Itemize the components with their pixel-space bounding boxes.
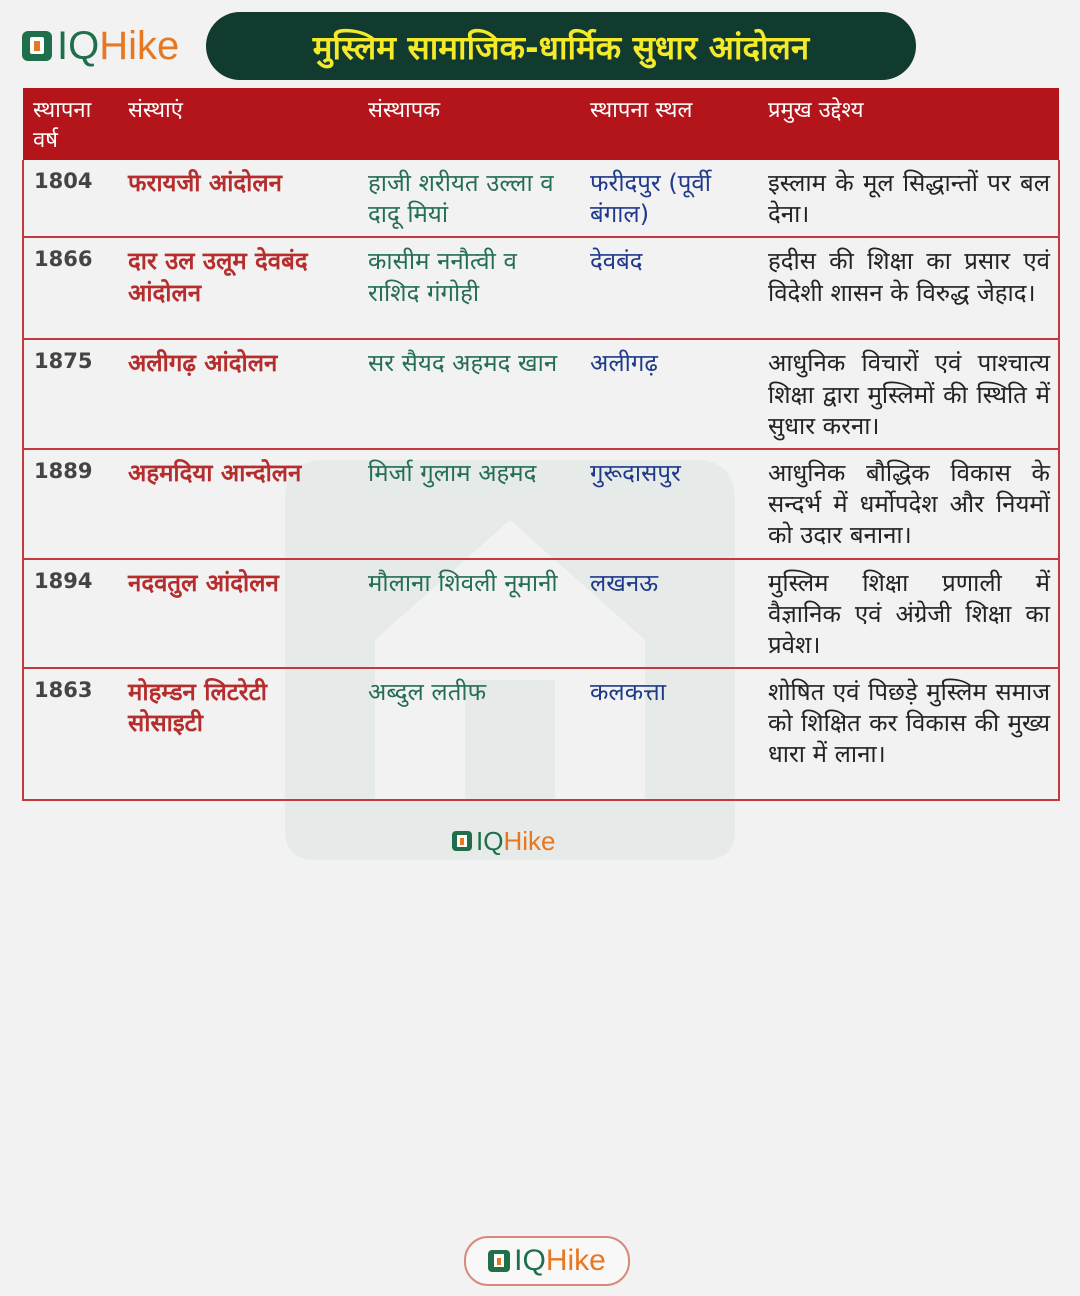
cell-institution: अहमदिया आन्दोलन <box>118 449 358 559</box>
table-header-row <box>23 88 1059 160</box>
cell-place: कलकत्ता <box>580 668 758 800</box>
cell-founder: मिर्जा गुलाम अहमद <box>358 449 580 559</box>
cell-year: 1875 <box>23 339 118 449</box>
cell-institution: दार उल उलूम देवबंद आंदोलन <box>118 237 358 339</box>
cell-institution: फरायजी आंदोलन <box>118 160 358 237</box>
table-row <box>23 449 1059 559</box>
cell-objective: शोषित एवं पिछड़े मुस्लिम समाज को शिक्षित कर विकास की मुख्य धारा में लाना। <box>758 668 1059 800</box>
cell-institution: अलीगढ़ आंदोलन <box>118 339 358 449</box>
brand-hike: Hike <box>503 826 556 856</box>
cell-objective: मुस्लिम शिक्षा प्रणाली में वैज्ञानिक एवं अंग्रेजी शिक्षा का प्रवेश। <box>758 559 1059 669</box>
brand-hike: Hike <box>545 1244 606 1277</box>
cell-place: देवबंद <box>580 237 758 339</box>
cell-year: 1863 <box>23 668 118 800</box>
cell-founder: सर सैयद अहमद खान <box>358 339 580 449</box>
header-founder: संस्थापक <box>358 88 580 160</box>
page-title: मुस्लिम सामाजिक-धार्मिक सुधार आंदोलन <box>206 12 916 80</box>
table-row <box>23 339 1059 449</box>
cell-objective: इस्लाम के मूल सिद्धान्तों पर बल देना। <box>758 160 1059 237</box>
cell-objective: आधुनिक बौद्धिक विकास के सन्दर्भ में धर्मोपदेश और नियमों को उदार बनाना। <box>758 449 1059 559</box>
cell-year: 1866 <box>23 237 118 339</box>
cell-objective: हदीस की शिक्षा का प्रसार एवं विदेशी शासन के विरुद्ध जेहाद। <box>758 237 1059 339</box>
table-row <box>23 160 1059 237</box>
cell-objective: आधुनिक विचारों एवं पाश्चात्य शिक्षा द्वारा मुस्लिमों की स्थिति में सुधार करना। <box>758 339 1059 449</box>
brand-iq: IQ <box>57 24 100 68</box>
table-row <box>23 237 1059 339</box>
cell-year: 1889 <box>23 449 118 559</box>
cell-institution: नदवतुल आंदोलन <box>118 559 358 669</box>
house-icon <box>488 1250 510 1272</box>
cell-place: गुरूदासपुर <box>580 449 758 559</box>
brand-hike: Hike <box>99 24 180 68</box>
header-institution: संस्थाएं <box>118 88 358 160</box>
table-row <box>23 668 1059 800</box>
header-place: स्थापना स्थल <box>580 88 758 160</box>
reform-movements-table <box>22 88 1060 801</box>
header <box>14 12 919 82</box>
cell-founder: अब्दुल लतीफ <box>358 668 580 800</box>
footer-brand-logo <box>464 1236 630 1286</box>
house-icon <box>452 831 472 851</box>
brand-logo <box>22 26 179 66</box>
header-year: स्थापना वर्ष <box>23 88 118 160</box>
cell-founder: कासीम ननौत्वी व राशिद गंगोही <box>358 237 580 339</box>
center-brand-logo <box>452 828 555 854</box>
header-objective: प्रमुख उद्देश्य <box>758 88 1059 160</box>
cell-year: 1804 <box>23 160 118 237</box>
house-icon <box>22 31 52 61</box>
table-row <box>23 559 1059 669</box>
cell-founder: मौलाना शिवली नूमानी <box>358 559 580 669</box>
cell-place: लखनऊ <box>580 559 758 669</box>
brand-iq: IQ <box>476 826 504 856</box>
cell-place: अलीगढ़ <box>580 339 758 449</box>
cell-founder: हाजी शरीयत उल्ला व दादू मियां <box>358 160 580 237</box>
cell-place: फरीदपुर (पूर्वी बंगाल) <box>580 160 758 237</box>
cell-institution: मोहम्डन लिटरेटी सोसाइटी <box>118 668 358 800</box>
cell-year: 1894 <box>23 559 118 669</box>
brand-iq: IQ <box>514 1244 546 1277</box>
